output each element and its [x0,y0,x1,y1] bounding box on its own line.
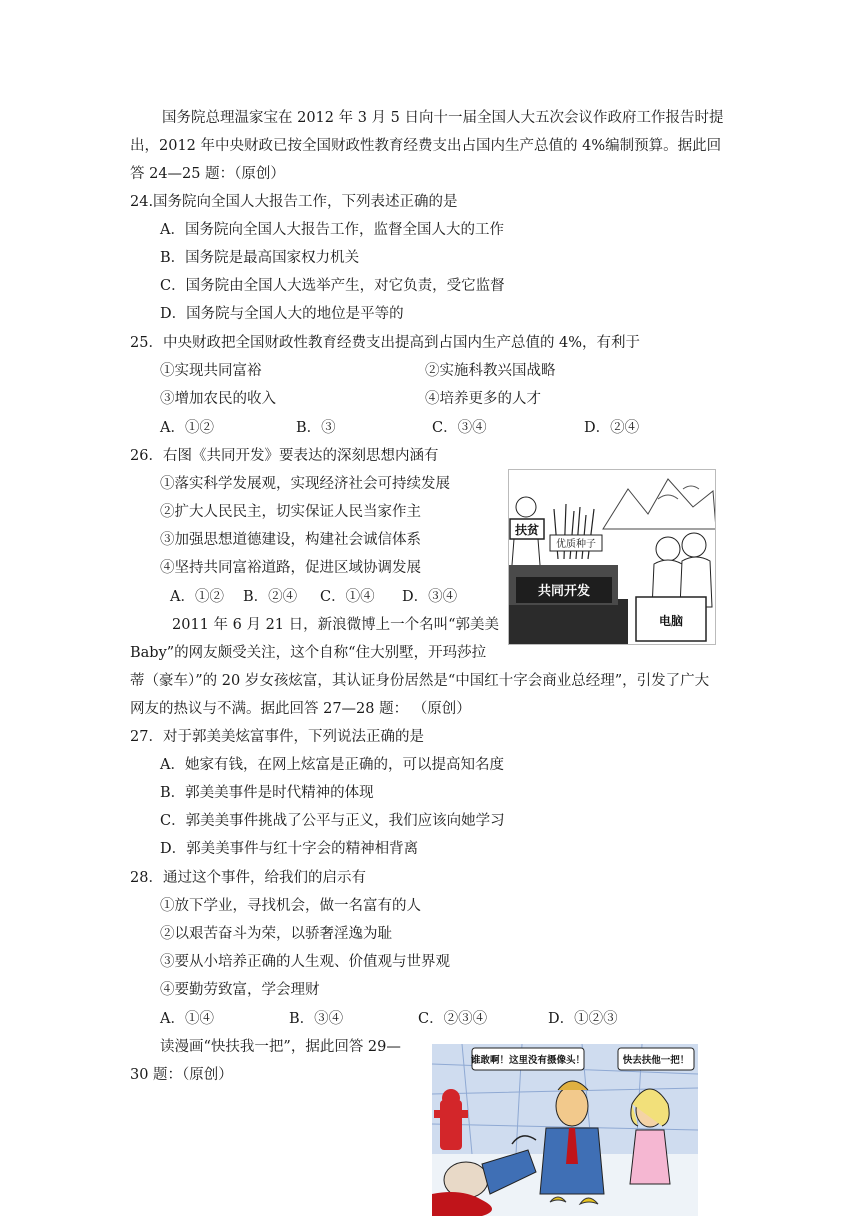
question-26-item-2: ②扩大人民民主，切实保证人民当家作主 [160,504,421,520]
question-28-item-2: ②以艰苦奋斗为荣，以骄奢淫逸为耻 [160,926,392,942]
question-25-choice-a: A．①② [160,420,214,436]
cartoon2-bubble-1: 谁敢啊！这里没有摄像头！ [470,1055,586,1066]
question-24-option-c: C．国务院由全国人大选举产生，对它负责，受它监督 [160,278,505,294]
question-24-option-a: A．国务院向全国人大报告工作，监督全国人大的工作 [160,222,504,238]
intro3-line-1: 读漫画“快扶我一把”，据此回答 29— [160,1039,401,1055]
intro2-line-4: 网友的热议与不满。据此回答 27—28 题： （原创） [130,701,471,717]
question-26-stem: 26．右图《共同开发》要表达的深刻思想内涵有 [130,448,439,464]
question-26-item-4: ④坚持共同富裕道路，促进区域协调发展 [160,560,421,576]
question-26-choice-a: A．①② [170,589,224,605]
question-25-item-2: ②实施科教兴国战略 [425,363,556,379]
question-26-choice-b: B．②④ [243,589,298,605]
cartoon1-plants-sign: 优质种子 [556,539,596,550]
question-26-item-3: ③加强思想道德建设，构建社会诚信体系 [160,532,421,548]
question-26-choice-d: D．③④ [402,589,458,605]
cartoon-common-development [508,469,716,645]
question-28-item-3: ③要从小培养正确的人生观、价值观与世界观 [160,954,450,970]
intro2-line-3: 蒂（豪车）”的 20 岁女孩炫富，其认证身份居然是“中国红十字会商业总经理”，引发了广大 [130,673,710,689]
question-25-choice-b: B．③ [296,420,336,436]
question-26-item-1: ①落实科学发展观，实现经济社会可持续发展 [160,476,450,492]
cartoon-help-me-up [432,1044,698,1216]
question-27-option-a: A．她家有钱，在网上炫富是正确的，可以提高知名度 [160,757,504,773]
question-24-stem: 24.国务院向全国人大报告工作，下列表述正确的是 [130,194,458,210]
cartoon1-poverty-sign: 扶贫 [514,523,540,537]
question-27-stem: 27．对于郭美美炫富事件，下列说法正确的是 [130,729,424,745]
cartoon1-computer-box: 电脑 [658,614,684,628]
cartoon2-bubble-2: 快去扶他一把！ [622,1055,690,1066]
question-25-stem: 25．中央财政把全国财政性教育经费支出提高到占国内生产总值的 4%，有利于 [130,335,641,351]
question-28-item-4: ④要勤劳致富，学会理财 [160,982,320,998]
question-27-option-d: D．郭美美事件与红十字会的精神相背离 [160,841,419,857]
question-28-choice-d: D．①②③ [548,1011,618,1027]
question-25-item-4: ④培养更多的人才 [425,391,541,407]
intro2-line-2: Baby”的网友颇受关注，这个自称“住大别墅，开玛莎拉 [130,645,487,661]
intro3-line-2: 30 题：（原创） [130,1067,233,1083]
question-28-item-1: ①放下学业，寻找机会，做一名富有的人 [160,898,421,914]
question-27-option-c: C．郭美美事件挑战了公平与正义，我们应该向她学习 [160,813,505,829]
question-25-item-1: ①实现共同富裕 [160,363,262,379]
intro1-line-1: 国务院总理温家宝在 2012 年 3 月 5 日向十一届全国人大五次会议作政府工作报告时提 [162,110,724,126]
question-26-choice-c: C．①④ [320,589,375,605]
intro2-line-1: 2011 年 6 月 21 日，新浪微博上一个名叫“郭美美 [172,617,500,633]
question-24-option-d: D．国务院与全国人大的地位是平等的 [160,306,404,322]
cartoon1-banner: 共同开发 [537,584,591,599]
question-28-choice-c: C．②③④ [418,1011,488,1027]
question-25-item-3: ③增加农民的收入 [160,391,276,407]
question-27-option-b: B．郭美美事件是时代精神的体现 [160,785,374,801]
question-28-choice-a: A．①④ [160,1011,214,1027]
question-25-choice-c: C．③④ [432,420,487,436]
question-28-choice-b: B．③④ [289,1011,344,1027]
question-24-option-b: B．国务院是最高国家权力机关 [160,250,360,266]
question-25-choice-d: D．②④ [584,420,640,436]
intro1-line-2: 出，2012 年中央财政已按全国财政性教育经费支出占国内生产总值的 4%编制预算。据此回 [130,138,722,154]
intro1-line-3: 答 24—25 题：（原创） [130,166,285,182]
question-28-stem: 28．通过这个事件，给我们的启示有 [130,870,366,886]
